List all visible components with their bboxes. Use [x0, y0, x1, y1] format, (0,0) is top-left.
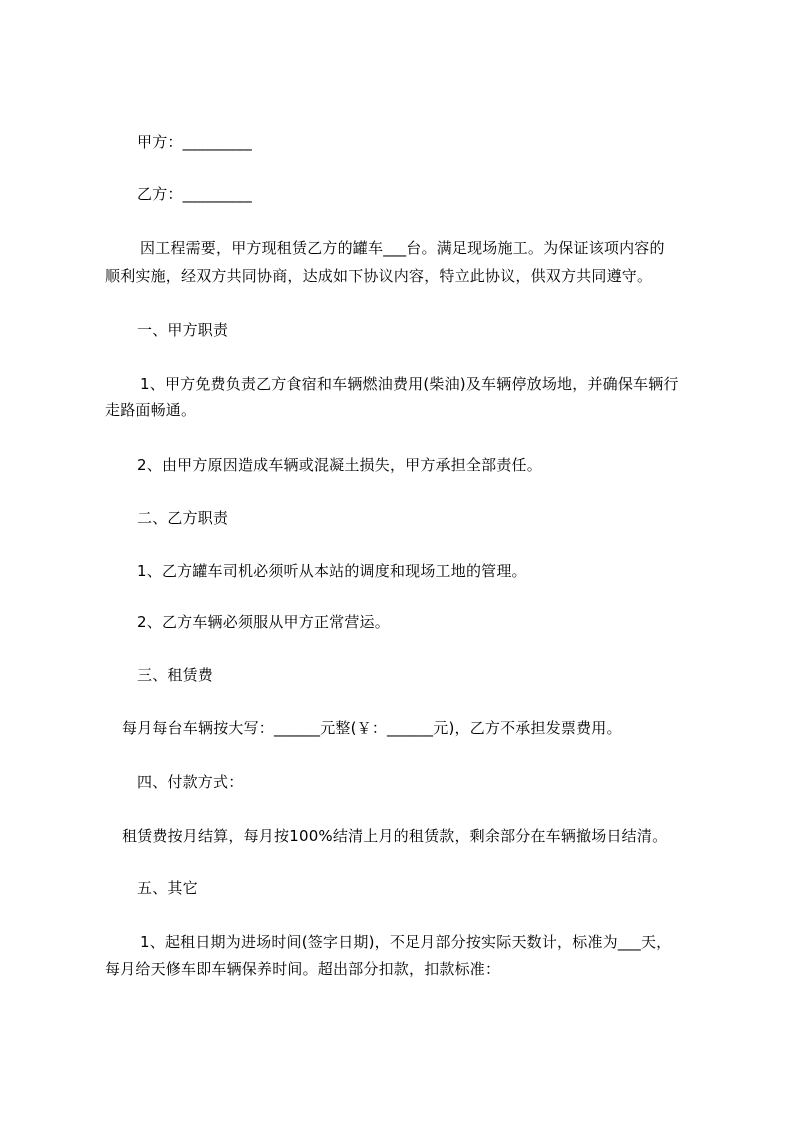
intro-line-2: 顺利实施，经双方共同协商，达成如下协议内容，特立此协议，供双方共同遵守。 [105, 267, 653, 285]
party-a-line: 甲方：_________ [137, 133, 252, 151]
section5-title: 五、其它 [137, 879, 198, 897]
section5-item1-line-1: 1、起租日期为进场时间(签字日期)，不足月部分按实际天数计，标准为___天， [140, 933, 672, 951]
section2-item2: 2、乙方车辆必须服从甲方正常营运。 [137, 613, 390, 631]
section1-title: 一、甲方职责 [137, 321, 229, 339]
section4-title: 四、付款方式： [137, 773, 244, 791]
section5-item1-line-2: 每月给天修车即车辆保养时间。超出部分扣款，扣款标准： [105, 960, 501, 978]
section3-body: 每月每台车辆按大写：______元整(￥：______元)，乙方不承担发票费用。 [122, 719, 622, 737]
section2-item1: 1、乙方罐车司机必须听从本站的调度和现场工地的管理。 [137, 562, 527, 580]
section1-item1-line-1: 1、甲方免费负责乙方食宿和车辆燃油费用(柴油)及车辆停放场地，并确保车辆行 [140, 375, 679, 393]
intro-line-1: 因工程需要，甲方现租赁乙方的罐车___台。满足现场施工。为保证该项内容的 [140, 239, 665, 257]
section1-item1-line-2: 走路面畅通。 [105, 401, 197, 419]
section3-title: 三、租赁费 [137, 666, 214, 684]
party-b-line: 乙方：_________ [137, 185, 252, 203]
section4-body: 租赁费按月结算，每月按100%结清上月的租赁款，剩余部分在车辆撤场日结清。 [122, 827, 668, 845]
section2-title: 二、乙方职责 [137, 509, 229, 527]
section1-item2: 2、由甲方原因造成车辆或混凝土损失，甲方承担全部责任。 [137, 456, 542, 474]
